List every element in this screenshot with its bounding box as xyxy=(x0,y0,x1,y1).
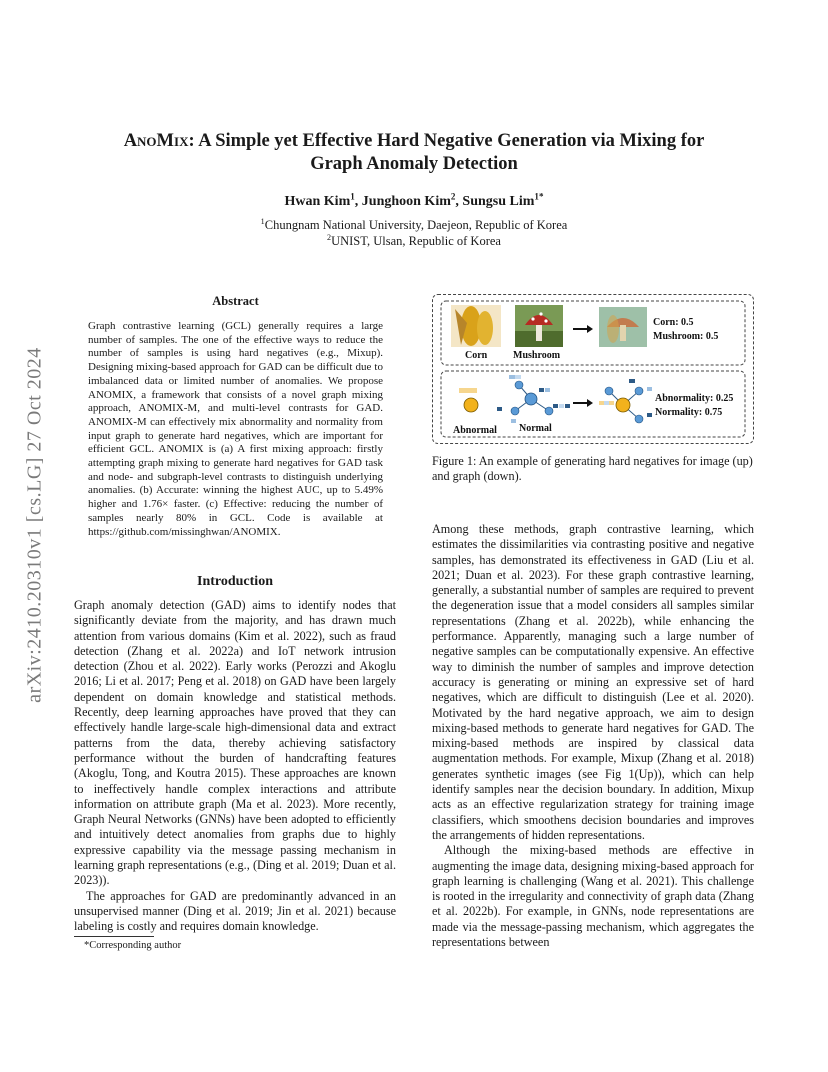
normal-node-icon xyxy=(525,393,537,405)
introduction-heading: Introduction xyxy=(197,574,273,589)
affiliation-mark: 2 xyxy=(327,232,332,242)
footnote-rule xyxy=(74,936,154,937)
corn-label: Corn xyxy=(465,350,488,361)
normality-ratio-label: Normality: 0.75 xyxy=(655,407,723,418)
footnote: *Corresponding author xyxy=(84,940,182,951)
figure-1 xyxy=(432,294,754,444)
affiliation-text: UNIST, Ulsan, Republic of Korea xyxy=(331,234,501,248)
abstract-text: Graph contrastive learning (GCL) generally requires a large number of samples. The one of the effective ways to reduce the number of samples is using hard negatives (e.g., Mixup). Designing mixing-based approach for GAD can be difficult due to imbalanced data or limited number of anomalies. We propose ANOMIX, a framework that consists of a novel graph mixing approach, ANOMIX-M, and multi-level contrasts for GAD. ANOMIX-M can effectively mix abnormality and normality from input graph to generate hard negatives, which are important for efficient GCL. ANOMIX is (a) A first mixing approach: firstly attempting graph mixing to generate hard negatives for GAD task and node- and subgraph-level contrasts to distinguish underlying anomalies. (b) Accurate: winning the highest AUC, up to 5.49% higher and 1.76× faster. (c) Effective: reducing the number of samples nearly 80% in GCL. Code is available at https://github.com/missinghwan/ANOMIX. xyxy=(88,320,383,538)
paragraph: Among these methods, graph contrastive learning, which estimates the dissimilarities via contrasting positive and negative samples, has demonstrated its effectiveness in GAD (Liu et al. 2021; Duan et al. 2023). For these graph contrastive learning, generally, a substantial number of samples are required to prevent the degeneration issue that a model considers all samples similar representations (Zhang et al. 2022b), while enhancing the performance. Apparently, managing such a large number of negative samples can be computationally expensive. An effective way to diminish the number of samples and improve detection accuracy is generating or mining an expressive set of hard negatives, which are difficult to distinguish (Lee et al. 2020). Motivated by the hard negative approach, we aim to design mixing-based methods to generate hard negatives for GAD. The mixing-based methods are inspired by classical data augmentation methods. For example, Mixup (Zhang et al. 2018) generates synthetic images (see Fig 1(Up)), which can help identify samples near the decision boundary. In addition, Mixup acts as an effective regularization strategy for training image classifiers, which smoothens decision boundaries and improves the arrangements of hidden representations. xyxy=(432,522,754,842)
author-name: Sungsu Lim xyxy=(462,194,535,209)
affiliation xyxy=(100,217,728,233)
affiliations xyxy=(100,217,728,249)
affiliation xyxy=(100,233,728,249)
figure-1-diagram xyxy=(433,295,753,443)
author-name: Junghoon Kim xyxy=(361,194,451,209)
abnormal-label: Abnormal xyxy=(453,425,497,436)
author-affil-mark: 1* xyxy=(534,191,544,202)
abnormal-node-icon xyxy=(464,398,478,412)
affiliation-mark: 1 xyxy=(260,216,265,226)
introduction-body xyxy=(74,598,396,935)
arxiv-sidebar xyxy=(18,290,52,760)
figure-caption: Figure 1: An example of generating hard negatives for image (up) and graph (down). xyxy=(432,454,753,484)
mushroom-ratio-label: Mushroom: 0.5 xyxy=(653,331,719,342)
paper-title xyxy=(100,130,728,176)
abnormality-ratio-label: Abnormality: 0.25 xyxy=(655,393,734,404)
author-affil-mark: 2 xyxy=(450,191,456,202)
mushroom-label: Mushroom xyxy=(513,350,561,361)
author-list: Hwan Kim$^1$, Junghoon Kim$^2$, Sungsu Lim$^{1*}$ xyxy=(284,191,544,209)
mixed-node-icon xyxy=(616,398,630,412)
arxiv-identifier: arXiv:2410.20310v1 [cs.LG] 27 Oct 2024 xyxy=(23,347,46,703)
abstract-heading: Abstract xyxy=(212,294,259,308)
author-name: Hwan Kim xyxy=(284,194,351,209)
mushroom-stem-icon xyxy=(536,325,542,341)
title-line1: : A Simple yet Effective Hard Negative Generation via Mixing for xyxy=(188,131,705,151)
affiliation-text: Chungnam National University, Daejeon, Republic of Korea xyxy=(264,218,568,232)
corn-ratio-label: Corn: 0.5 xyxy=(653,317,694,328)
paragraph: Graph anomaly detection (GAD) aims to identify nodes that significantly deviate from the majority, and has drawn much attention from various domains (Kim et al. 2022), such as fraud detection (Zhang et al. 2022a) and IoT network intrusion detection (Zhou et al. 2022). Early works (Perozzi and Akoglu 2016; Li et al. 2017; Peng et al. 2018) on GAD have been largely dependent on domain knowledge and statistical methods. Recently, deep learning approaches have proved that they can effectively handle large-scale high-dimensional data and extract patterns from the data, thereby achieving satisfactory performance without the burden of handcrafting features (Akoglu, Tong, and Koutra 2015). These approaches are known to ineffectively handle complex interactions and attribute information on attribute graph (Ma et al. 2023). More recently, Graph Neural Networks (GNNs) have been adopted to efficiently and intuitively detect anomalies from graphs due to highly expressive capability via the message passing mechanism in learning graph representations (e.g., (Ding et al. 2019; Duan et al. 2023)). xyxy=(74,598,396,888)
corn-cob-icon xyxy=(477,311,493,345)
paragraph: Although the mixing-based methods are effective in augmenting the image data, designing mixing-based approach for graph learning is challenging (Wang et al. 2021). This challenge is rooted in the irregularity and connectivity of graph data (Zhang et al. 2022b). For example, in GNNs, node representations are made via the message-passing mechanism, which aggregates the representations between xyxy=(432,843,754,950)
title-line2: Graph Anomaly Detection xyxy=(310,154,518,174)
right-column-body xyxy=(432,522,754,950)
paragraph: The approaches for GAD are predominantly advanced in an unsupervised manner (Ding et al. 2019; Jin et al. 2021) because labeling is costly and requires domain knowledge. xyxy=(74,888,396,934)
normal-label: Normal xyxy=(519,423,552,434)
author-affil-mark: 1 xyxy=(350,191,355,202)
title-method-name: AnoMix xyxy=(123,131,189,151)
